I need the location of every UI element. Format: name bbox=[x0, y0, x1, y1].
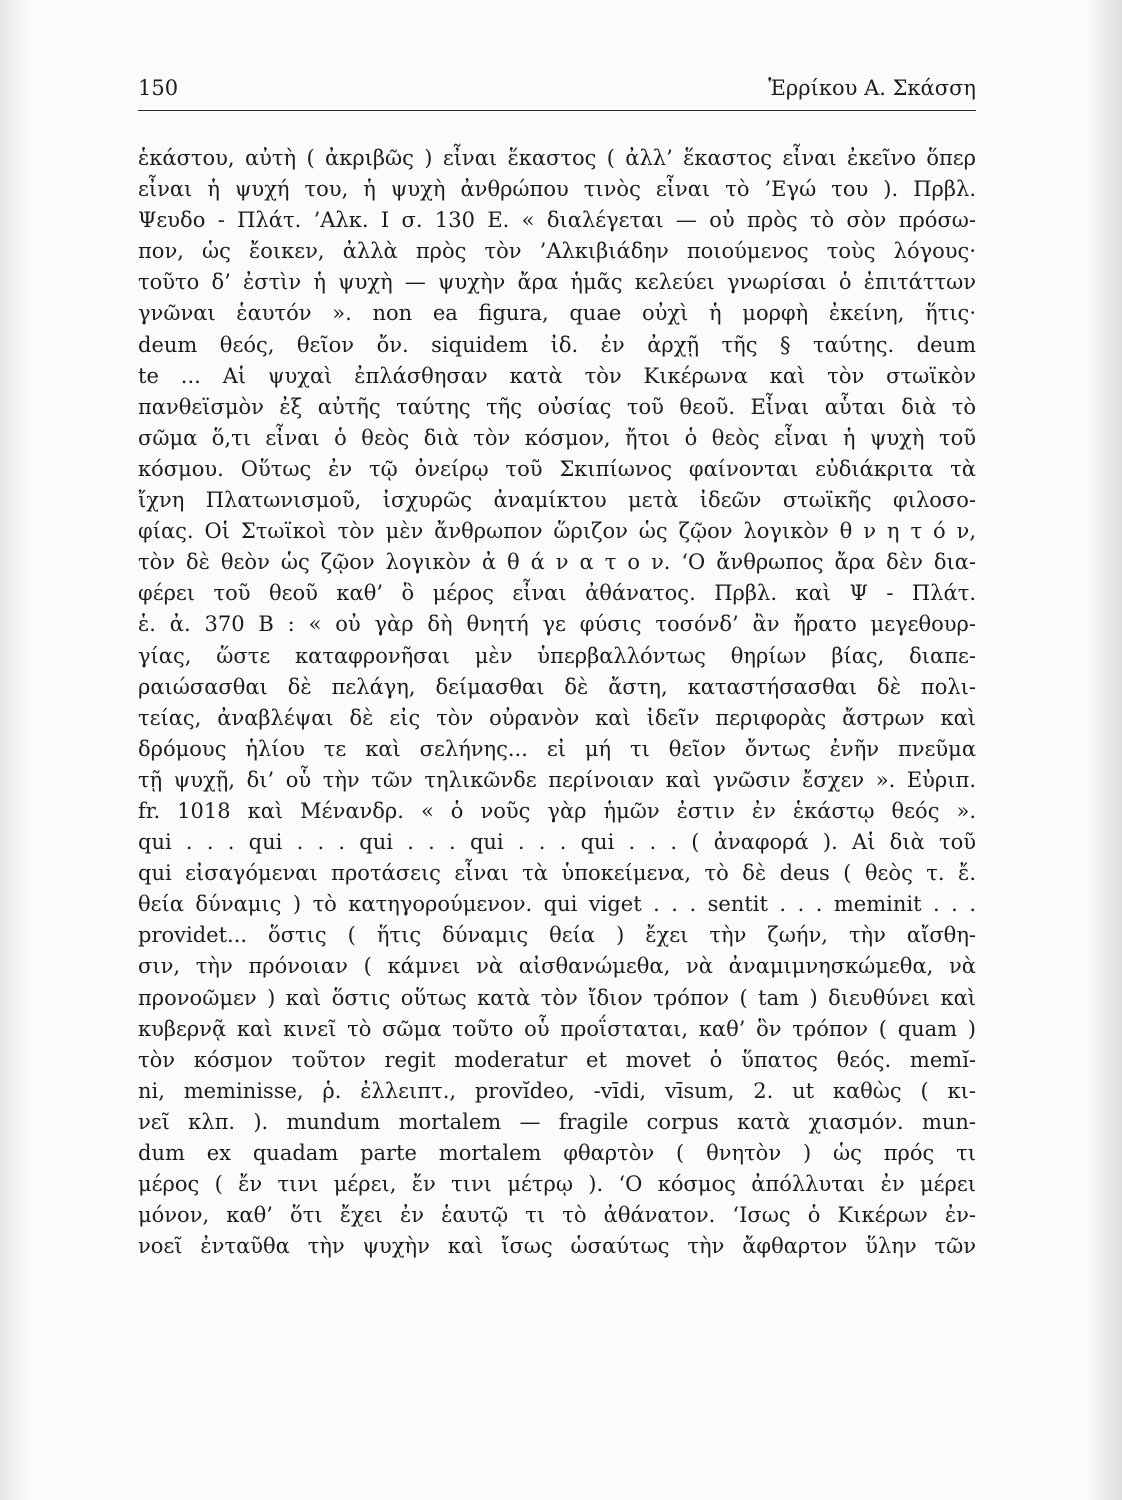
text-line: τείας, ἀναβλέψαι δὲ εἰς τὸν οὐρανὸν καὶ ἰδεῖν περιφορὰς ἄστρων καὶ bbox=[138, 705, 976, 730]
text-line: θεία δύναμις ) τὸ κατηγορούμενον. qui viget . . . sentit . . . meminit . . . bbox=[138, 892, 976, 917]
text-line: τοῦτο δ’ ἐστὶν ἡ ψυχὴ — ψυχὴν ἄρα ἡμᾶς κελεύει γνωρίσαι ὁ ἐπιτάττων bbox=[138, 270, 976, 295]
text-line: fr. 1018 καὶ Μένανδρ. « ὁ νοῦς γὰρ ἡμῶν ἐστιν ἐν ἑκάστῳ θεός ». bbox=[138, 798, 976, 823]
page-shadow-left bbox=[0, 0, 30, 1500]
text-line: φέρει τοῦ θεοῦ καθ’ ὃ μέρος εἶναι ἀθάνατος. Πρβλ. καὶ Ψ - Πλάτ. bbox=[138, 581, 976, 606]
text-line: ἴχνη Πλατωνισμοῦ, ἰσχυρῶς ἀναμίκτου μετὰ ἰδεῶν στωϊκῆς φιλοσο- bbox=[138, 488, 976, 513]
running-head bbox=[138, 72, 976, 108]
text-line: dum ex quadam parte mortalem φθαρτὸν ( θνητὸν ) ὡς πρός τι bbox=[138, 1141, 976, 1165]
text-line: γνῶναι ἑαυτόν ». non ea figura, quae οὐχὶ ἡ μορφὴ ἐκείνη, ἥτις· bbox=[138, 301, 976, 326]
text-line: κυβερνᾷ καὶ κινεῖ τὸ σῶμα τοῦτο οὗ προΐσταται, καθ’ ὃν τρόπον ( quam ) bbox=[138, 1016, 976, 1041]
text-line: τὸν δὲ θεὸν ὡς ζῷον λογικὸν ἀ θ ά ν α τ ο ν. ‘Ο ἄνθρωπος ἄρα δὲν δια- bbox=[138, 550, 976, 575]
text-line: ἑ. ἀ. 370 Β : « οὐ γὰρ δὴ θνητή γε φύσις τοσόνδ’ ἂν ἤρατο μεγεθουρ- bbox=[138, 612, 976, 637]
commentary-text bbox=[138, 143, 976, 1262]
text-line: πανθεϊσμὸν ἐξ αὐτῆς ταύτης τῆς οὐσίας τοῦ θεοῦ. Εἶναι αὗται διὰ τὸ bbox=[138, 394, 976, 419]
running-head-author: Ἑρρίκου Α. Σκάσση bbox=[768, 76, 976, 100]
text-line: πον, ὡς ἔοικεν, ἀλλὰ πρὸς τὸν ’Αλκιβιάδην ποιούμενος τοὺς λόγους· bbox=[138, 239, 976, 264]
text-line: φίας. Οἱ Στωϊκοὶ τὸν μὲν ἄνθρωπον ὥριζον ὡς ζῷον λογικὸν θ ν η τ ό ν, bbox=[138, 519, 976, 544]
text-line: qui . . . qui . . . qui . . . qui . . . qui . . . ( ἀναφορά ). Αἱ διὰ τοῦ bbox=[138, 830, 976, 855]
text-line: νοεῖ ἐνταῦθα τὴν ψυχὴν καὶ ἴσως ὡσαύτως τὴν ἄφθαρτον ὕλην τῶν bbox=[138, 1234, 976, 1259]
text-line: providet... ὅστις ( ἥτις δύναμις θεία ) ἔχει τὴν ζωήν, τὴν αἴσθη- bbox=[138, 923, 976, 948]
text-line: τῇ ψυχῇ, δι’ οὗ τὴν τῶν τηλικῶνδε περίνοιαν καὶ γνῶσιν ἔσχεν ». Εὐριπ. bbox=[138, 767, 976, 792]
text-line: γίας, ὥστε καταφρονῆσαι μὲν ὑπερβαλλόντως θηρίων βίας, διαπε- bbox=[138, 643, 976, 668]
text-line: νεῖ κλπ. ). mundum mortalem — fragile corpus κατὰ χιασμόν. mun- bbox=[138, 1109, 976, 1134]
page-number: 150 bbox=[138, 76, 179, 100]
text-line: σῶμα ὅ,τι εἶναι ὁ θεὸς διὰ τὸν κόσμον, ἤτοι ὁ θεὸς εἶναι ἡ ψυχὴ τοῦ bbox=[138, 425, 976, 450]
text-line: προνοῶμεν ) καὶ ὅστις οὕτως κατὰ τὸν ἴδιον τρόπον ( tam ) διευθύνει καὶ bbox=[138, 985, 976, 1010]
text-line: deum θεός, θεῖον ὄν. siquidem ἰδ. ἐν ἀρχῇ τῆς § ταύτης. deum bbox=[138, 332, 976, 357]
text-line: τὸν κόσμον τοῦτον regit moderatur et movet ὁ ὕπατος θεός. memĭ- bbox=[138, 1047, 976, 1072]
text-line: κόσμου. Οὕτως ἐν τῷ ὀνείρῳ τοῦ Σκιπίωνος φαίνονται εὐδιάκριτα τὰ bbox=[138, 456, 976, 481]
text-line: μέρος ( ἔν τινι μέρει, ἔν τινι μέτρῳ ). ‘Ο κόσμος ἀπόλλυται ἐν μέρει bbox=[138, 1172, 976, 1197]
page-shadow-right bbox=[1086, 0, 1122, 1500]
text-line: ραιώσασθαι δὲ πελάγη, δείμασθαι δὲ ἄστη, καταστήσασθαι δὲ πολι- bbox=[138, 674, 976, 699]
text-line: te ... Αἱ ψυχαὶ ἐπλάσθησαν κατὰ τὸν Κικέρωνα καὶ τὸν στωϊκὸν bbox=[138, 363, 976, 388]
text-line: ni, meminisse, ῥ. ἐλλειπτ., provĭdeo, -vīdi, vīsum, 2. ut καθὼς ( κι- bbox=[138, 1078, 976, 1103]
text-line: σιν, τὴν πρόνοιαν ( κάμνει νὰ αἰσθανώμεθα, νὰ ἀναμιμνησκώμεθα, νὰ bbox=[138, 954, 976, 979]
text-line: μόνον, καθ’ ὅτι ἔχει ἐν ἑαυτῷ τι τὸ ἀθάνατον. ‘Ισως ὁ Κικέρων ἐν- bbox=[138, 1203, 976, 1228]
text-line: qui εἰσαγόμεναι προτάσεις εἶναι τὰ ὑποκείμενα, τὸ δὲ deus ( θεὸς τ. ἔ. bbox=[138, 861, 976, 886]
text-line: ἑκάστου, αὐτὴ ( ἀκριβῶς ) εἶναι ἕκαστος ( ἀλλ’ ἕκαστος εἶναι ἐκεῖνο ὅπερ bbox=[138, 146, 976, 170]
text-line: Ψευδο - Πλάτ. ’Αλκ. Ι σ. 130 Ε. « διαλέγεται — οὐ πρὸς τὸ σὸν πρόσω- bbox=[138, 208, 976, 233]
text-line: δρόμους ἡλίου τε καὶ σελήνης... εἰ μή τι θεῖον ὄντως ἐνῆν πνεῦμα bbox=[138, 736, 976, 761]
header-rule bbox=[138, 110, 976, 111]
text-line: εἶναι ἡ ψυχή του, ἡ ψυχὴ ἀνθρώπου τινὸς εἶναι τὸ ’Εγώ του ). Πρβλ. bbox=[138, 177, 976, 202]
